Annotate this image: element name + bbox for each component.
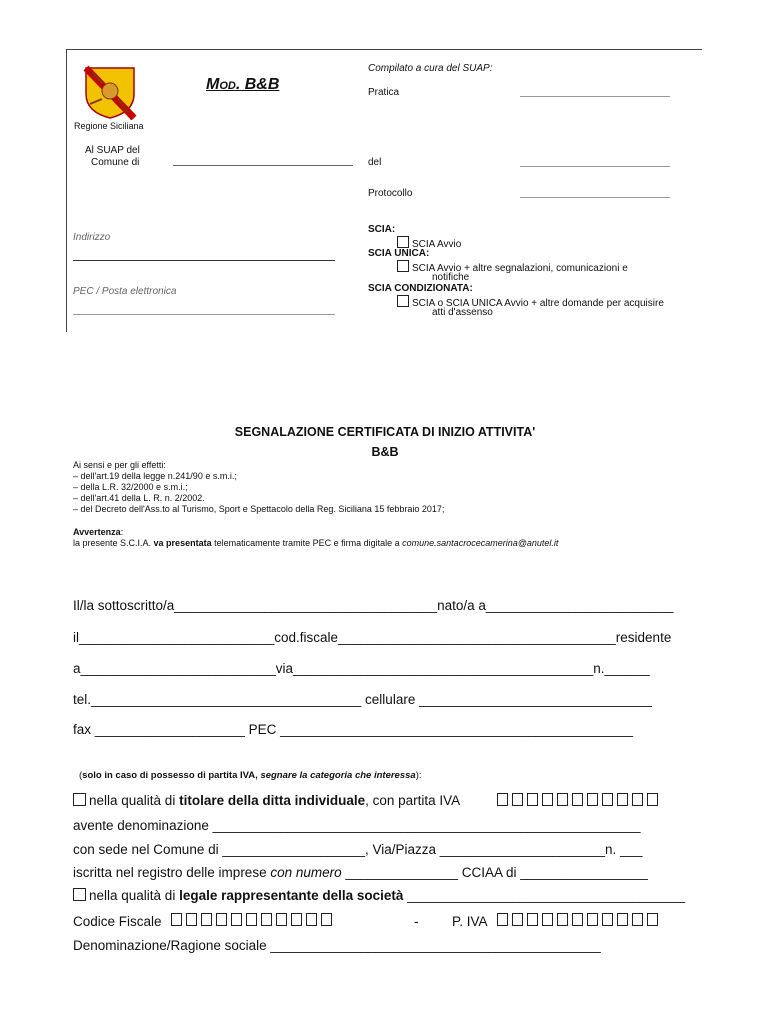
- codice-fiscale-label: Codice Fiscale: [73, 914, 162, 929]
- legale-post[interactable]: _____________________________________: [403, 888, 685, 903]
- legale-checkbox[interactable]: [73, 888, 86, 901]
- digit-box[interactable]: [572, 793, 583, 806]
- company-note-bold: solo in caso di possesso di partita IVA,: [82, 770, 261, 781]
- legale-row: [73, 888, 685, 903]
- company-note: [79, 770, 422, 781]
- comune-field[interactable]: [173, 165, 353, 166]
- digit-box[interactable]: [216, 913, 227, 926]
- digit-box[interactable]: [291, 913, 302, 926]
- digit-box[interactable]: [171, 913, 182, 926]
- digit-box[interactable]: [587, 913, 598, 926]
- titolare-pre: nella qualità di: [89, 793, 180, 808]
- digit-box[interactable]: [321, 913, 332, 926]
- digit-box[interactable]: [617, 793, 628, 806]
- digit-box[interactable]: [617, 913, 628, 926]
- digit-box[interactable]: [587, 793, 598, 806]
- del-label: del: [368, 157, 382, 168]
- scia-cond-label-1: SCIA o SCIA UNICA Avvio + altre domande per acquisire: [412, 298, 664, 309]
- digit-box[interactable]: [647, 793, 658, 806]
- suap-to-line1: Al SUAP del: [85, 145, 140, 156]
- scia-cond-label-2: atti d'assenso: [432, 307, 493, 318]
- digit-box[interactable]: [276, 913, 287, 926]
- titolare-row: [73, 793, 460, 808]
- piva-label: P. IVA: [452, 914, 488, 929]
- company-note-italic: segnare la categoria che interessa: [260, 770, 416, 781]
- legale-pre: nella qualità di: [89, 888, 180, 903]
- pratica-label: Pratica: [368, 87, 400, 98]
- legale-bold: legale rappresentante della società: [179, 888, 404, 903]
- protocollo-label: Protocollo: [368, 188, 413, 199]
- digit-box[interactable]: [632, 793, 643, 806]
- digit-box[interactable]: [542, 913, 553, 926]
- digit-box[interactable]: [512, 913, 523, 926]
- digit-box[interactable]: [527, 793, 538, 806]
- digit-box[interactable]: [527, 913, 538, 926]
- mod-title: [206, 76, 279, 94]
- del-field[interactable]: [520, 166, 670, 167]
- mod-title-prefix: Mod: [206, 76, 236, 93]
- scia-unica-label-2: notifiche: [432, 272, 470, 283]
- person-row-birth[interactable]: il__________________________cod.fiscale_____________________________________residente: [73, 630, 672, 645]
- digit-box[interactable]: [557, 793, 568, 806]
- sede-row[interactable]: con sede nel Comune di ___________________, Via/Piazza ______________________n. ___: [73, 842, 643, 857]
- iscritta-post: _______________ CCIAA di _________________: [341, 865, 648, 880]
- warning-text-pre: la presente S.C.I.A.: [73, 538, 154, 548]
- indirizzo-field[interactable]: [73, 260, 335, 261]
- legal-item: – dell'art.19 della legge n.241/90 e s.m.i.;: [73, 471, 237, 481]
- digit-box[interactable]: [497, 913, 508, 926]
- warning-text: [73, 538, 558, 549]
- scia-unica-heading: SCIA UNICA:: [368, 248, 430, 259]
- titolare-piva-boxes[interactable]: [497, 793, 662, 811]
- pec-label: PEC / Posta elettronica: [73, 286, 177, 297]
- titolare-checkbox[interactable]: [73, 793, 86, 806]
- digit-box[interactable]: [542, 793, 553, 806]
- compilato-label: Compilato a cura del SUAP:: [368, 63, 493, 74]
- iscritta-italic: con numero: [270, 865, 342, 880]
- legal-item: – dell'art.41 della L. R. n. 2/2002.: [73, 493, 205, 503]
- codice-fiscale-boxes[interactable]: [171, 913, 336, 931]
- suap-to-line2: Comune di: [91, 157, 140, 168]
- denominazione-row[interactable]: avente denominazione _________________________________________________________: [73, 818, 641, 833]
- digit-box[interactable]: [602, 793, 613, 806]
- region-logo: [80, 64, 140, 120]
- person-row-name[interactable]: Il/la sottoscritto/a___________________________________nato/a a_________________________: [73, 598, 674, 613]
- scia-heading: SCIA:: [368, 224, 396, 235]
- pratica-field[interactable]: [520, 96, 670, 97]
- titolare-bold: titolare della ditta individuale: [179, 793, 366, 808]
- digit-box[interactable]: [572, 913, 583, 926]
- digit-box[interactable]: [557, 913, 568, 926]
- scia-unica-checkbox[interactable]: [397, 260, 409, 272]
- digit-box[interactable]: [186, 913, 197, 926]
- person-row-address[interactable]: a__________________________via________________________________________n.______: [73, 661, 650, 676]
- person-row-phone[interactable]: tel.____________________________________ cellulare _______________________________: [73, 692, 652, 707]
- warning-text-bold: va presentata: [153, 538, 212, 548]
- page-subtitle: B&B: [371, 445, 399, 459]
- protocollo-field[interactable]: [520, 197, 670, 198]
- digit-box[interactable]: [497, 793, 508, 806]
- iscritta-row[interactable]: [73, 865, 648, 880]
- person-row-fax[interactable]: fax ____________________ PEC _______________________________________________: [73, 722, 634, 737]
- digit-box[interactable]: [632, 913, 643, 926]
- warning-heading-text: Avvertenza: [73, 527, 121, 537]
- legal-intro: Ai sensi e per gli effetti:: [73, 460, 166, 470]
- scia-cond-checkbox[interactable]: [397, 295, 409, 307]
- scia-avvio-checkbox[interactable]: [397, 236, 409, 248]
- digit-box[interactable]: [512, 793, 523, 806]
- legal-item: – del Decreto dell'Ass.to al Turismo, Sport e Spettacolo della Reg. Siciliana 15 febbraio 2017;: [73, 504, 445, 514]
- digit-box[interactable]: [261, 913, 272, 926]
- indirizzo-label: Indirizzo: [73, 232, 111, 243]
- legal-item: – della L.R. 32/2000 e s.m.i.;: [73, 482, 188, 492]
- titolare-post: , con partita IVA: [365, 793, 461, 808]
- iscritta-pre: iscritta nel registro delle imprese: [73, 865, 271, 880]
- warning-heading: [73, 527, 123, 538]
- pec-field[interactable]: [73, 314, 335, 315]
- piva-boxes[interactable]: [497, 913, 662, 931]
- region-name: Regione Siciliana: [74, 121, 144, 131]
- warning-text-mid: telematicamente tramite PEC e firma digitale a: [211, 538, 403, 548]
- company-note-open: (: [79, 770, 83, 781]
- company-note-close: ):: [415, 770, 422, 781]
- digit-box[interactable]: [246, 913, 257, 926]
- warning-email[interactable]: comune.santacrocecamerina@anutel.it: [402, 538, 559, 548]
- cf-piva-dash: -: [414, 914, 419, 929]
- digit-box[interactable]: [647, 913, 658, 926]
- digit-box[interactable]: [201, 913, 212, 926]
- scia-avvio-label: SCIA Avvio: [412, 239, 462, 250]
- denominazione-sociale-row[interactable]: Denominazione/Ragione sociale ____________________________________________: [73, 938, 601, 953]
- mod-title-suffix: . B&B: [235, 76, 280, 93]
- digit-box[interactable]: [306, 913, 317, 926]
- digit-box[interactable]: [231, 913, 242, 926]
- scia-cond-heading: SCIA CONDIZIONATA:: [368, 283, 473, 294]
- digit-box[interactable]: [602, 913, 613, 926]
- scia-unica-label-1: SCIA Avvio + altre segnalazioni, comunicazioni e: [412, 263, 628, 274]
- warning-colon: :: [120, 527, 124, 537]
- page-title: SEGNALAZIONE CERTIFICATA DI INIZIO ATTIVITA': [234, 425, 536, 439]
